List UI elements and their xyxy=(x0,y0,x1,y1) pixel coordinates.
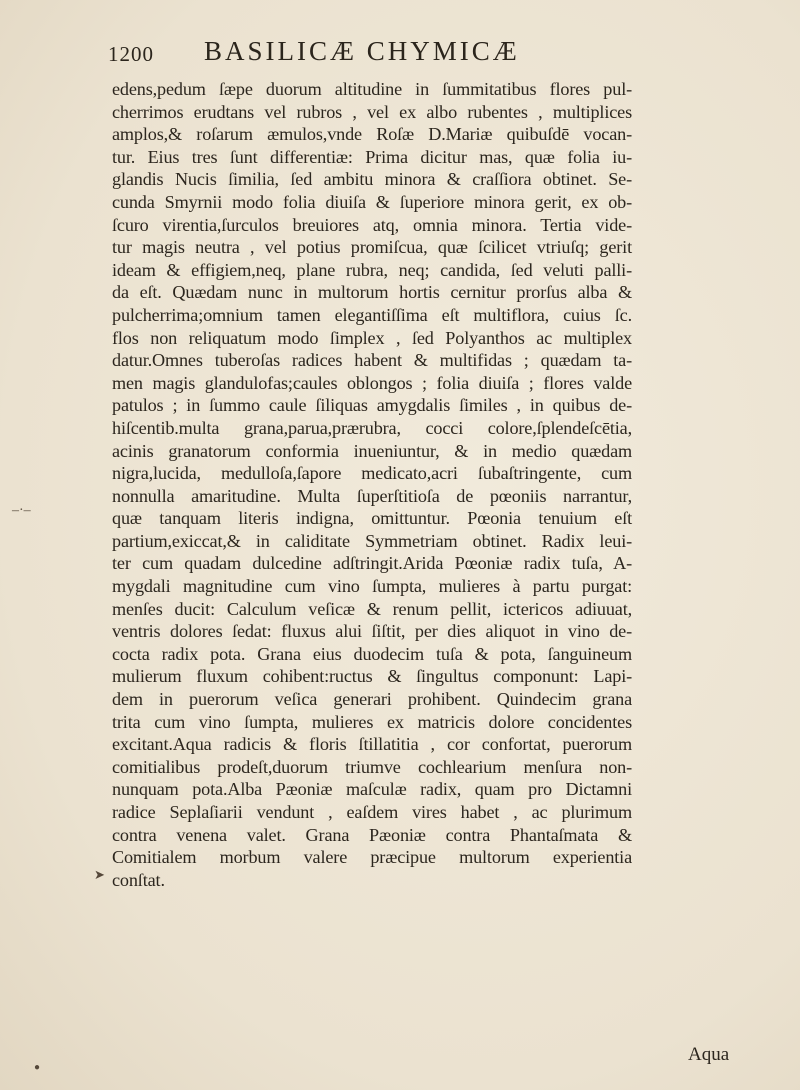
text-line: patulos ; in ſummo caule ſiliquas amygdalis ſimiles , in quibus de- xyxy=(112,395,632,416)
body-text xyxy=(112,78,632,891)
catchword: Aqua xyxy=(688,1044,730,1065)
text-line: da eſt. Quædam nunc in multorum hortis cernitur prorſus alba & xyxy=(112,282,632,303)
text-line: flos non reliquatum modo ſimplex , ſed Polyanthos ac multiplex xyxy=(112,327,632,348)
text-line: comitialibus prodeſt,duorum triumve cochlearium menſura non- xyxy=(112,756,632,777)
text-line: contra venena valet. Grana Pæoniæ contra Phantaſmata & xyxy=(112,824,632,845)
text-line: ventris dolores ſedat: fluxus alui ſiſtit, per dies aliquot in vino de- xyxy=(112,621,632,642)
text-line: excitant.Aqua radicis & floris ſtillatitia , cor confortat, puerorum xyxy=(112,734,632,755)
text-line: partium,exiccat,& in caliditate Symmetriam obtinet. Radix leui- xyxy=(112,530,632,551)
text-line: dem in puerorum veſica generari prohibent. Quindecim grana xyxy=(112,689,632,710)
text-line: datur.Omnes tuberoſas radices habent & multifidas ; quædam ta- xyxy=(112,350,632,371)
text-line: cunda Smyrnii modo folia diuiſa & ſuperiore minora gerit, ex ob- xyxy=(112,191,632,212)
text-line: nunquam pota.Alba Pæoniæ maſculæ radix, quam pro Dictamni xyxy=(112,779,632,800)
text-line: amplos,& roſarum æmulos,vnde Roſæ D.Mariæ quibuſdē vocan- xyxy=(112,124,632,145)
text-line: edens,pedum ſæpe duorum altitudine in ſummitatibus flores pul- xyxy=(112,79,632,99)
margin-ink-dot: ● xyxy=(34,1062,41,1073)
text-line: acinis granatorum conformia inueniuntur, & in medio quædam xyxy=(112,440,632,461)
text-line: tur. Eius tres ſunt differentiæ: Prima dicitur mas, quæ folia iu- xyxy=(112,146,632,167)
page-header xyxy=(108,36,708,72)
text-line: nigra,lucida, medulloſa,ſapore medicato,acri ſubaſtringente, cum xyxy=(112,463,632,484)
text-line: ſcuro virentia,ſurculos breuiores atq, omnia minora. Tertia vide- xyxy=(112,214,632,235)
running-title: BASILICÆ CHYMICÆ xyxy=(204,36,520,66)
text-line: pulcherrima;omnium tamen elegantiſſima eſt multiflora, cuius ſc. xyxy=(112,304,632,325)
text-line: Comitialem morbum valere præcipue multorum experientia xyxy=(112,847,632,868)
folio-number: 1200 xyxy=(108,42,154,66)
text-line: mygdali magnitudine cum vino ſumpta, mulieres à partu purgat: xyxy=(112,576,632,597)
text-line: cherrimos erudtans vel rubros , vel ex albo rubentes , multiplices xyxy=(112,101,632,122)
text-line: men magis glandulofas;caules oblongos ; folia diuiſa ; flores valde xyxy=(112,372,632,393)
text-line: hiſcentib.multa grana,parua,prærubra, cocci colore,ſplendeſcētia, xyxy=(112,417,632,438)
text-line: tur magis neutra , vel potius promiſcua, quæ ſcilicet vtriuſq; gerit xyxy=(112,237,632,258)
text-line: mulierum fluxum cohibent:ructus & ſingultus componunt: Lapi- xyxy=(112,666,632,687)
text-line: trita cum vino ſumpta, mulieres ex matricis dolore concidentes xyxy=(112,711,632,732)
text-line: menſes ducit: Calculum veſicæ & renum pellit, ictericos adiuuat, xyxy=(112,598,632,619)
margin-ink-mark: –·– xyxy=(12,503,31,518)
text-line: ter cum quadam dulcedine adſtringit.Arida Pœoniæ radix tuſa, A- xyxy=(112,553,632,574)
text-line: cocta radix pota. Grana eius duodecim tuſa & pota, ſanguineum xyxy=(112,643,632,664)
text-line: ideam & effigiem,neq, plane rubra, neq; candida, ſed veluti palli- xyxy=(112,259,632,280)
margin-arrow-mark: ➤ xyxy=(94,867,105,882)
text-line: glandis Nucis ſimilia, ſed ambitu minora & craſſiora obtinet. Se- xyxy=(112,169,632,190)
text-line: quæ tanquam literis indigna, omittuntur. Pœonia tenuium eſt xyxy=(112,508,632,529)
text-line: radice Seplaſiarii vendunt , eaſdem vires habet , ac plurimum xyxy=(112,802,632,822)
text-line: conſtat. xyxy=(112,869,165,890)
text-line: nonnulla amaritudine. Multa ſuperſtitioſa de pœoniis narrantur, xyxy=(112,485,632,506)
